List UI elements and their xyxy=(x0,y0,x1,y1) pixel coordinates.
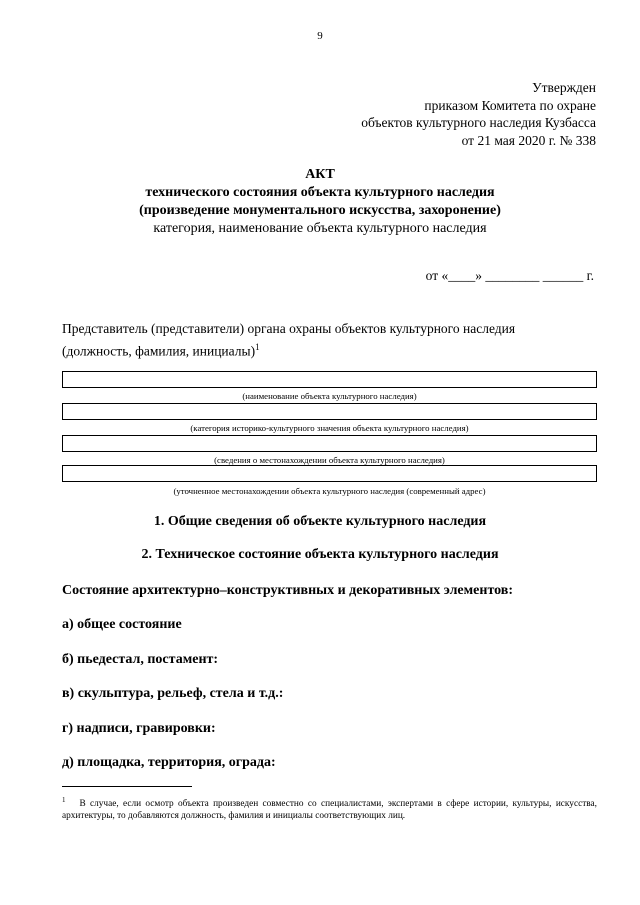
field-caption: (уточненное местонахождении объекта культурного наследия (современный адрес) xyxy=(173,486,486,496)
approval-line: от 21 мая 2020 г. № 338 xyxy=(461,132,596,148)
footnote-ref: 1 xyxy=(255,342,260,352)
state-item: в) скульптура, рельеф, стела и т.д.: xyxy=(62,686,284,701)
field-caption: (сведения о местонахождении объекта культурного наследия) xyxy=(214,455,445,465)
footnote-text: В случае, если осмотр объекта произведен совместно со специалистами, экспертами в сфере истории, культуры, искусства, архитектуры, то добавляются должность, фамилия и инициалы соответствующих лиц. xyxy=(62,799,597,822)
approval-line: объектов культурного наследия Кузбасса xyxy=(361,115,596,130)
footnote xyxy=(62,794,597,822)
category-field[interactable] xyxy=(62,403,597,420)
approval-line: приказом Комитета по охране xyxy=(424,97,596,113)
state-item: г) надписи, гравировки: xyxy=(62,721,216,736)
title-line: технического состояния объекта культурного наследия xyxy=(145,185,495,200)
address-field[interactable] xyxy=(62,465,597,482)
location-field[interactable] xyxy=(62,435,597,452)
section-heading: 1. Общие сведения об объекте культурного наследия xyxy=(153,514,487,529)
state-item: б) пьедестал, постамент: xyxy=(62,652,219,667)
footnote-separator xyxy=(62,786,192,787)
field-caption: (наименование объекта культурного наследия) xyxy=(242,391,417,401)
object-name-field[interactable] xyxy=(62,371,597,388)
approval-line: Утвержден xyxy=(532,80,596,95)
footnote-number: 1 xyxy=(62,796,66,804)
date-line: от «____» ________ ______ г. xyxy=(425,268,594,283)
section-heading: 2. Техническое состояние объекта культурного наследия xyxy=(141,547,499,562)
representative-position: (должность, фамилия, инициалы) xyxy=(62,343,256,359)
representative-block xyxy=(62,320,515,361)
field-caption: (категория историко-культурного значения объекта культурного наследия) xyxy=(190,423,469,433)
representative-line xyxy=(62,338,515,361)
title-line: (произведение монументального искусства, захоронение) xyxy=(139,203,501,218)
state-item: а) общее состояние xyxy=(62,617,182,632)
state-heading: Состояние архитектурно–конструктивных и декоративных элементов: xyxy=(62,583,514,598)
document-title xyxy=(0,166,640,238)
title-act: АКТ xyxy=(305,167,335,182)
title-subtitle: категория, наименование объекта культурного наследия xyxy=(153,221,487,236)
state-item: д) площадка, территория, ограда: xyxy=(62,755,276,770)
page-number: 9 xyxy=(317,30,323,42)
representative-line: Представитель (представители) органа охраны объектов культурного наследия xyxy=(62,321,516,336)
approval-block xyxy=(361,79,596,149)
